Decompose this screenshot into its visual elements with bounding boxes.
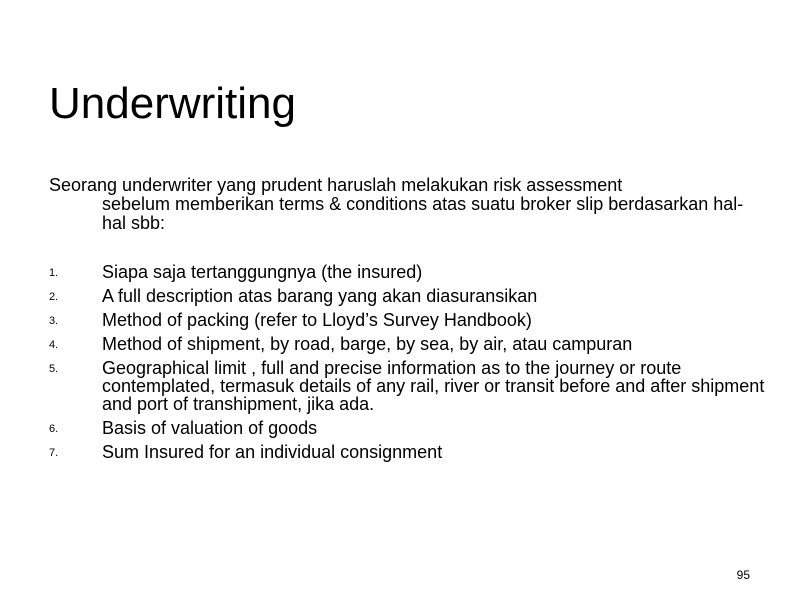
list-text: Geographical limit , full and precise information as to the journey or route contemplated, termasuk details of any rail, river or transit before and after shipment and port of transhipment, jika ada. [102, 358, 765, 414]
list-number: 4. [49, 339, 59, 351]
list-text: Siapa saja tertanggungnya (the insured) [102, 262, 423, 282]
list-number: 6. [49, 423, 59, 435]
list-number: 2. [49, 291, 59, 303]
intro-line-1: Seorang underwriter yang prudent haruslah melakukan risk assessment [49, 175, 623, 195]
list-item [49, 359, 769, 413]
list-item [49, 443, 769, 461]
list-item [49, 419, 769, 437]
list-text: Method of shipment, by road, barge, by sea, by air, atau campuran [102, 334, 633, 354]
list-item [49, 311, 769, 329]
list-text: Sum Insured for an individual consignment [102, 442, 443, 462]
list-number: 1. [49, 267, 59, 279]
slide-title: Underwriting [49, 79, 296, 128]
list-text: A full description atas barang yang akan diasuransikan [102, 286, 538, 306]
list-item [49, 335, 769, 353]
page-number: 95 [736, 568, 750, 582]
list-item [49, 287, 769, 305]
list-item [49, 263, 769, 281]
intro-line-2: sebelum memberikan terms & conditions atas suatu broker slip berdasarkan hal-hal sbb: [102, 194, 744, 233]
list-number: 7. [49, 447, 59, 459]
criteria-list [49, 263, 769, 467]
list-text: Basis of valuation of goods [102, 418, 318, 438]
list-number: 3. [49, 315, 59, 327]
intro-paragraph [49, 176, 749, 233]
list-number: 5. [49, 363, 59, 375]
list-text: Method of packing (refer to Lloyd’s Survey Handbook) [102, 310, 532, 330]
